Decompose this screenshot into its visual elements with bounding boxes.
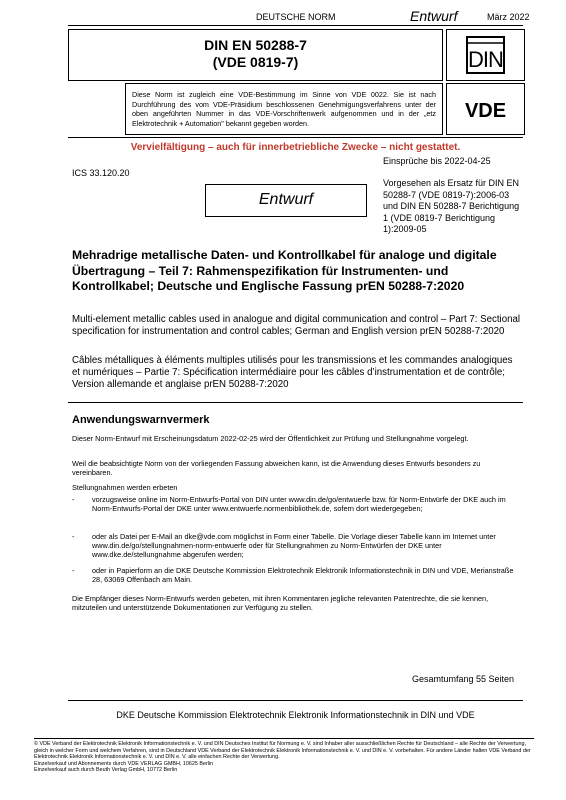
- ics-code: ICS 33.120.20: [72, 168, 130, 178]
- title-divider: [68, 402, 523, 403]
- title-french: Câbles métalliques à éléments multiples utilisés pour les transmissions et les commandes analogiques et numériques – Partie 7: Spécification intermédiaire pour les câbles d’instrumentation et de contrôle; Version allemande et anglaise prEN 50288-7:2020: [72, 355, 513, 391]
- sales-vde-text: Einzelverkauf und Abonnements durch VDE VERLAG GMBH, 10625 Berlin: [34, 760, 214, 767]
- legal-divider: [34, 738, 534, 739]
- header-norm-label: DEUTSCHE NORM: [256, 12, 336, 22]
- top-divider: [68, 137, 523, 138]
- warning-paragraph-4: Die Empfänger dieses Norm-Entwurfs werden gebeten, mit ihren Kommentaren jegliche relevanten Patentrechte, die sie kennen, mitzuteilen und unterstützende Dokumentationen zur Verfügung zu stellen.: [72, 594, 489, 612]
- draft-stamp-text: Entwurf: [258, 191, 314, 208]
- copyright-text: © VDE Verband der Elektrotechnik Elektronik Informationstechnik e. V. und DIN Deutsches Institut für Normung e. V. sind Inhaber aller ausschließlichen Rechte für Deutschland – alle Rechte der Verwertung, gleich in welcher Form und welchem Verfahren, sind in Deutschland VDE Verband der Elektrotechnik Elektronik Informationstechnik e. V. und DIN e. V. vorbehalten. Für andere Länder halten VDE Verband der Elektrotechnik Elektronik Informationstechnik e. V. und DIN e. V. alle einfachen Rechte der Verwertung.: [34, 741, 531, 761]
- warning-paragraph-3: Stellungnahmen werden erbeten: [72, 483, 178, 492]
- reproduction-notice: Vervielfältigung – auch für innerbetriebliche Zwecke – nicht gestattet.: [130, 142, 461, 153]
- din-number: DIN EN 50288-7: [204, 37, 307, 53]
- list-dash: -: [72, 566, 75, 575]
- warning-paragraph-2: Weil die beabsichtigte Norm von der vorliegenden Fassung abweichen kann, ist die Anwendung dieses Entwurfs besonders zu vereinbaren.: [72, 459, 481, 477]
- din-logo-box: [446, 29, 525, 81]
- warning-paragraph-1: Dieser Norm-Entwurf mit Erscheinungsdatum 2022-02-25 wird der Öffentlichkeit zur Prüfung und Stellungnahme vorgelegt.: [72, 434, 469, 443]
- list-item-text-email: oder als Datei per E-Mail an dke@vde.com möglichst in Form einer Tabelle. Die Vorlage dieser Tabelle kann im Internet unter www.din.de/go/stellungnahmen-norm-entwuerfe oder für Stellungnahmen zu Norm-Entwürfen der DKE unter www.dke.de/stellungnahme abgerufen werden;: [92, 532, 496, 559]
- dke-footer: DKE Deutsche Kommission Elektrotechnik Elektronik Informationstechnik in DIN und VDE: [116, 710, 475, 720]
- standard-number: [69, 37, 442, 71]
- title-german: Mehradrige metallische Daten- und Kontrollkabel für analoge und digitale Übertragung – Teil 7: Rahmenspezifikation für Instrumenten- und Kontrollkabel; Deutsche und Englische Fassung prEN 50288-7:2020: [72, 248, 497, 293]
- vde-notice-text: Diese Norm ist zugleich eine VDE-Bestimmung im Sinne von VDE 0022. Sie ist nach Durchführung des vom VDE-Präsidium beschlossenen Genehmigungsverfahrens unter der oben angeführten Nummer in das VDE-Vorschriftenwerk aufgenommen und in der „etz Elektrotechnik + Automation" bekannt gegeben worden.: [132, 90, 436, 128]
- din-logo-icon: [447, 30, 524, 80]
- vde-logo-icon: [447, 84, 524, 134]
- din-logo-text: DIN: [468, 47, 503, 72]
- standard-number-box: [68, 29, 443, 81]
- list-dash: -: [72, 532, 75, 541]
- draft-stamp-box: [205, 184, 367, 217]
- header-draft-label: Entwurf: [410, 8, 458, 24]
- title-english: Multi-element metallic cables used in analogue and digital communication and control – Part 7: Sectional specification for instrumentation and control cables; German and English version prEN 50288-7:2020: [72, 314, 521, 338]
- vde-notice-box: [125, 83, 443, 135]
- footer-divider: [68, 700, 523, 701]
- vde-logo-box: [446, 83, 525, 135]
- header-divider: [68, 25, 523, 26]
- header-date: März 2022: [487, 12, 530, 22]
- list-item-text-paper: oder in Papierform an die DKE Deutsche Kommission Elektrotechnik Elektronik Informationstechnik in DIN und VDE, Merianstraße 28, 63069 Offenbach am Main.: [92, 566, 514, 584]
- replacement-note: Vorgesehen als Ersatz für DIN EN 50288-7 (VDE 0819-7):2006-03 und DIN EN 50288-7 Berichtigung 1 (VDE 0819-7 Berichtigung 1):2009-05: [383, 178, 520, 235]
- list-item-text-online: vorzugsweise online im Norm-Entwurfs-Portal von DIN unter www.din.de/go/entwuerfe bzw. für Norm-Entwürfe der DKE auch im Norm-Entwurfs-Portal der DKE unter www.entwuerfe.normenbibliothek.de, sofern dort wiedergegeben;: [92, 495, 506, 513]
- warning-heading: Anwendungswarnvermerk: [72, 414, 210, 426]
- legal-notice: [34, 741, 534, 774]
- page-count: Gesamtumfang 55 Seiten: [412, 674, 515, 684]
- sales-beuth-text: Einzelverkauf auch durch Beuth Verlag GmbH, 10772 Berlin: [34, 767, 178, 774]
- vde-logo-text: VDE: [464, 100, 507, 122]
- vde-number: (VDE 0819-7): [212, 54, 299, 70]
- list-dash: -: [72, 495, 75, 504]
- objection-deadline: Einsprüche bis 2022-04-25: [383, 156, 491, 166]
